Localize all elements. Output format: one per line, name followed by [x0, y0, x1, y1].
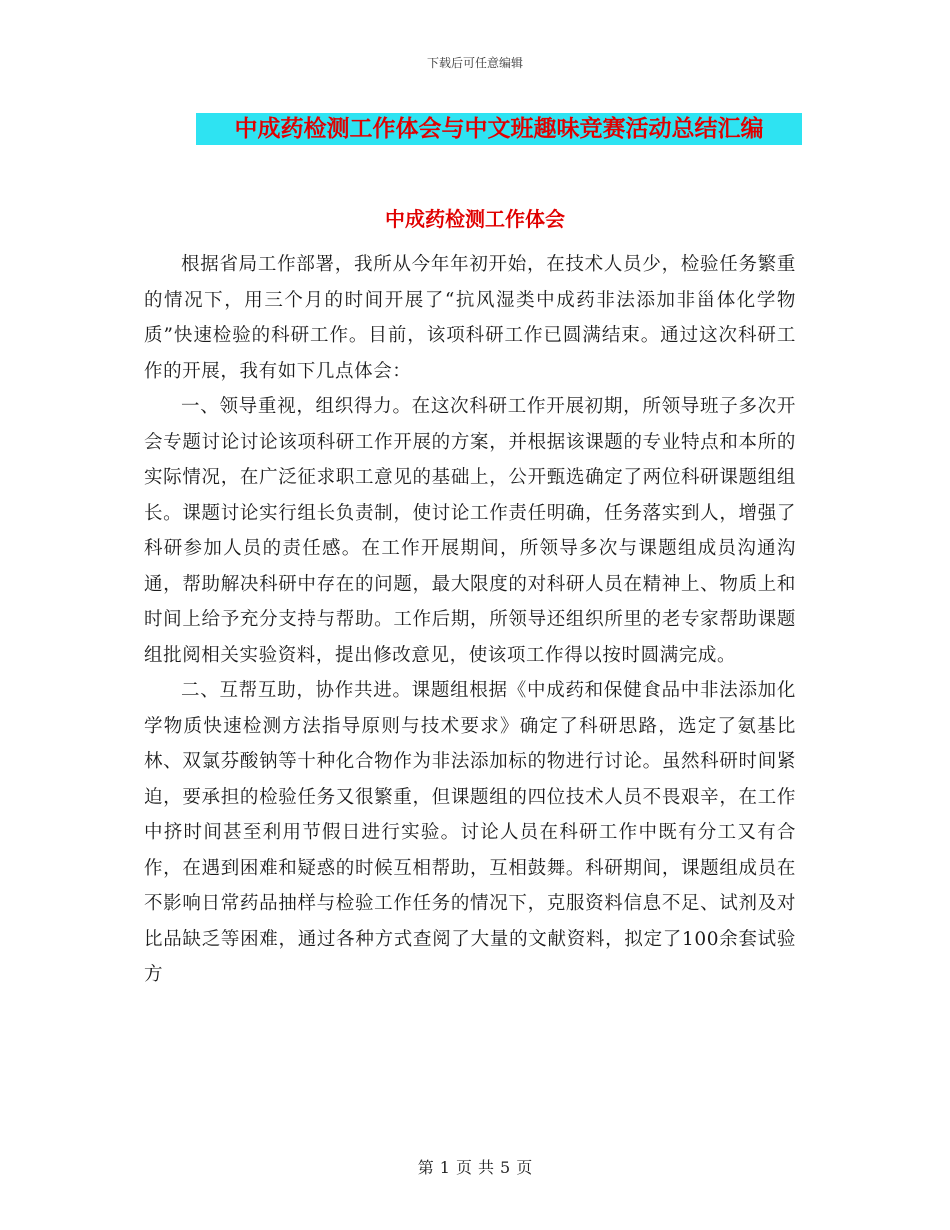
- footer-total-word: 共: [478, 1158, 495, 1177]
- document-body: [144, 247, 796, 993]
- section-title: 中成药检测工作体会: [385, 207, 565, 231]
- header-note: 下载后可任意编辑: [426, 56, 523, 70]
- footer-page-unit: 页: [455, 1158, 472, 1177]
- footer-page-current: 1: [439, 1158, 450, 1177]
- page-footer: [0, 1155, 950, 1178]
- paragraph-point-two: 二、互帮互助，协作共进。课题组根据《中成药和保健食品中非法添加化学物质快速检测方法指导原则与技术要求》确定了科研思路，选定了氨基比林、双氯芬酸钠等十种化合物作为非法添加标的物进行讨论。虽然科研时间紧迫，要承担的检验任务又很繁重，但课题组的四位技术人员不畏艰辛，在工作中挤时间甚至利用节假日进行实验。讨论人员在科研工作中既有分工又有合作，在遇到困难和疑惑的时候互相帮助，互相鼓舞。科研期间，课题组成员在不影响日常药品抽样与检验工作任务的情况下，克服资料信息不足、试剂及对比品缺乏等困难，通过各种方式查阅了大量的文献资料，拟定了100余套试验方: [144, 680, 796, 985]
- footer-total-unit: 页: [516, 1158, 533, 1177]
- paragraph-point-one: 一、领导重视，组织得力。在这次科研工作开展初期，所领导班子多次开会专题讨论讨论该项科研工作开展的方案，并根据该课题的专业特点和本所的实际情况，在广泛征求职工意见的基础上，公开甄选确定了两位科研课题组组长。课题讨论实行组长负责制，使讨论工作责任明确，任务落实到人，增强了科研参加人员的责任感。在工作开展期间，所领导多次与课题组成员沟通沟通，帮助解决科研中存在的问题，最大限度的对科研人员在精神上、物质上和时间上给予充分支持与帮助。工作后期，所领导还组织所里的老专家帮助课题组批阅相关实验资料，提出修改意见，使该项工作得以按时圆满完成。: [144, 396, 796, 666]
- paragraph-intro: 根据省局工作部署，我所从今年年初开始，在技术人员少，检验任务繁重的情况下，用三个月的时间开展了“抗风湿类中成药非法添加非甾体化学物质”快速检验的科研工作。目前，该项科研工作已圆满结束。通过这次科研工作的开展，我有如下几点体会：: [144, 254, 796, 382]
- footer-page-word: 第: [417, 1158, 434, 1177]
- document-main-title: 中成药检测工作体会与中文班趣味竞赛活动总结汇编: [234, 116, 764, 142]
- footer-page-total: 5: [500, 1158, 511, 1177]
